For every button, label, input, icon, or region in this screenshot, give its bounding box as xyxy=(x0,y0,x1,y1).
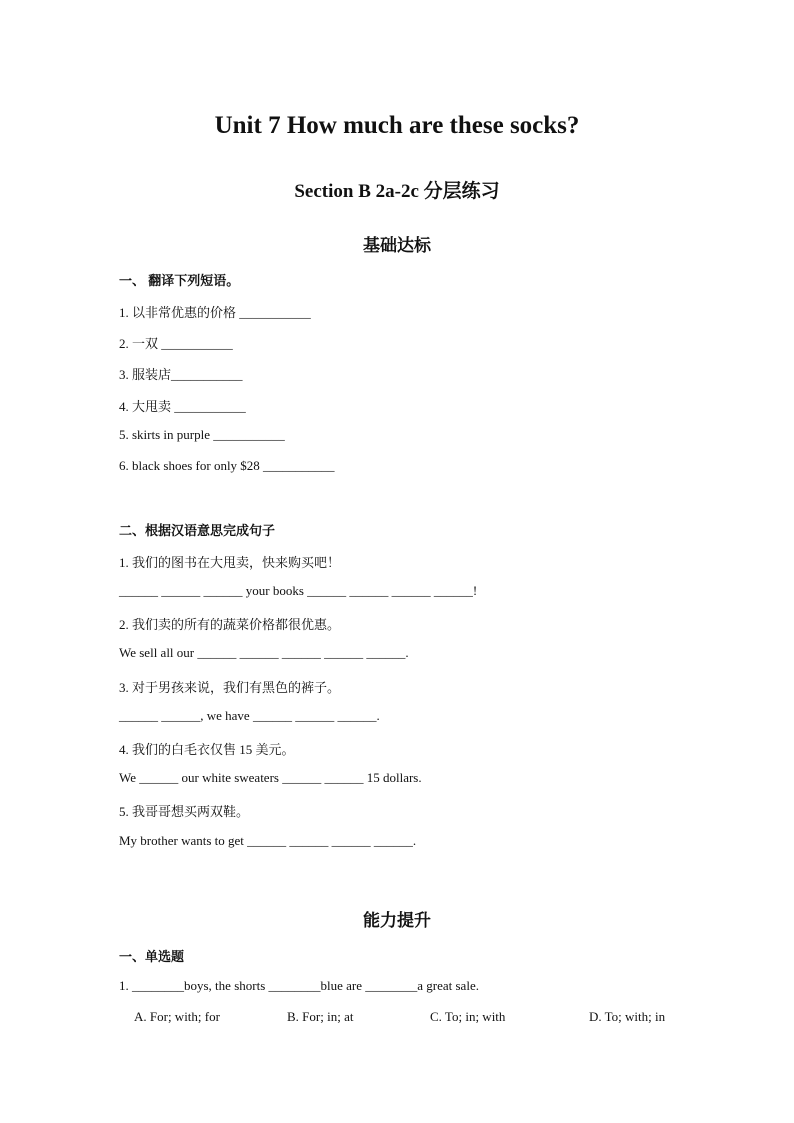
page-title: Unit 7 How much are these socks? xyxy=(214,112,580,139)
part1-item-5: 5. skirts in purple ___________ xyxy=(119,427,285,442)
option-b: B. For; in; at xyxy=(287,1009,354,1024)
part1-item-6: 6. black shoes for only $28 ___________ xyxy=(119,458,335,473)
option-c: C. To; in; with xyxy=(430,1009,506,1024)
part3-heading: 一、单选题 xyxy=(119,949,185,964)
part1-item-3: 3. 服装店___________ xyxy=(119,367,243,382)
section-subtitle: Section B 2a-2c 分层练习 xyxy=(294,181,500,202)
part1-item-2: 2. 一双 ___________ xyxy=(119,336,233,351)
part2-line-8: We ______ our white sweaters ______ ______ 15 dollars. xyxy=(119,770,422,785)
part3-question: 1. ________boys, the shorts ________blue are ________a great sale. xyxy=(119,978,479,993)
part2-line-7: 4. 我们的白毛衣仅售 15 美元。 xyxy=(119,742,295,757)
part2-line-10: My brother wants to get ______ ______ ______ ______. xyxy=(119,833,417,848)
option-a: A. For; with; for xyxy=(134,1009,220,1024)
option-d: D. To; with; in xyxy=(589,1009,666,1024)
part2-line-3: 2. 我们卖的所有的蔬菜价格都很优惠。 xyxy=(119,617,341,632)
part2-line-4: We sell all our ______ ______ ______ ______ ______. xyxy=(119,645,409,660)
part2-line-5: 3. 对于男孩来说，我们有黑色的裤子。 xyxy=(119,680,341,695)
part1-item-1: 1. 以非常优惠的价格 ___________ xyxy=(119,305,311,320)
part2-line-6: ______ ______, we have ______ ______ ______. xyxy=(119,708,380,723)
part2-line-1: 1. 我们的图书在大甩卖，快来购买吧！ xyxy=(119,555,341,570)
part2-line-9: 5. 我哥哥想买两双鞋。 xyxy=(119,804,250,819)
advanced-level-heading: 能力提升 xyxy=(363,911,431,930)
part1-heading: 一、 翻译下列短语。 xyxy=(119,273,240,288)
part2-line-2: ______ ______ ______ your books ______ ______ ______ ______! xyxy=(119,583,478,598)
part1-item-4: 4. 大甩卖 ___________ xyxy=(119,399,246,414)
part2-heading: 二、根据汉语意思完成句子 xyxy=(119,523,276,538)
basic-level-heading: 基础达标 xyxy=(363,236,431,255)
